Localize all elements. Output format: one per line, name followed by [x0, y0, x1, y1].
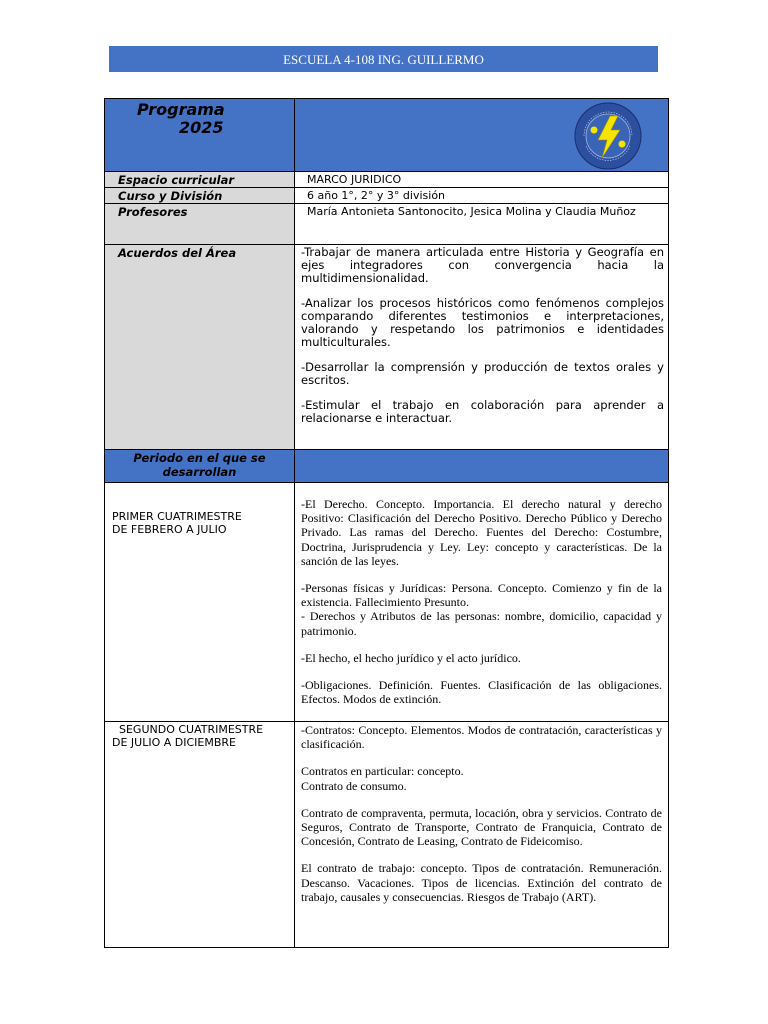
school-logo-icon: [574, 102, 642, 170]
curso-value-cell: [295, 188, 669, 204]
semestre1-item: -Personas físicas y Jurídicas: Persona. Concepto. Comienzo y fin de la existencia. Fallecimiento Presunto.: [301, 581, 662, 610]
semestre2-item: Contrato de compraventa, permuta, locación, obra y servicios. Contrato de Seguros, Contrato de Transporte, Contrato de Franquicia, Contrato de Concesión, Contrato de Leasing, Contrato de Fideicomiso.: [301, 805, 662, 849]
semestre2-content: [295, 722, 668, 914]
acuerdos-item: -Trabajar de manera articulada entre Historia y Geografía en ejes integradores con convergencia hacia la multidimensionalidad.: [301, 245, 664, 285]
semestre1-content-cell: [295, 483, 669, 722]
profesores-row: [105, 204, 669, 245]
semestre2-item: Contrato de consumo.: [301, 778, 407, 793]
program-title-text: Programa: [137, 100, 225, 119]
program-header-row: [105, 99, 669, 172]
semestre2-row: [105, 722, 669, 948]
curso-label-cell: [105, 188, 295, 204]
semestre1-content: [295, 483, 668, 714]
espacio-value: MARCO JURIDICO: [307, 173, 402, 186]
logo-cell: [295, 99, 669, 172]
espacio-row: [105, 172, 669, 188]
acuerdos-content-cell: [295, 245, 669, 450]
acuerdos-list: [295, 245, 668, 425]
profesores-label: Profesores: [118, 205, 188, 219]
periodo-row: [105, 450, 669, 483]
semestre1-row: [105, 483, 669, 722]
semestre1-line1: PRIMER CUATRIMESTRE: [112, 510, 242, 523]
acuerdos-row: [105, 245, 669, 450]
semestre1-label-cell: [105, 483, 295, 722]
semestre2-line1: SEGUNDO CUATRIMESTRE: [112, 723, 264, 736]
semestre1-label: [105, 483, 294, 536]
acuerdos-label: Acuerdos del Área: [118, 246, 237, 260]
semestre2-item: El contrato de trabajo: concepto. Tipos de contratación. Remuneración. Descanso. Vacaciones. Tipos de licencias. Extinción del contrato de trabajo, causales y consecuencias. Riesgos de Trabajo (ART).: [301, 861, 662, 904]
espacio-label: Espacio curricular: [118, 173, 235, 187]
curso-value: 6 año 1°, 2° y 3° división: [307, 189, 446, 202]
profesores-label-cell: [105, 204, 295, 245]
program-year: 2025: [179, 118, 224, 137]
program-title-cell: [105, 99, 295, 172]
semestre2-label-cell: [105, 722, 295, 948]
curso-label: Curso y División: [118, 189, 223, 203]
school-banner: ESCUELA 4-108 ING. GUILLERMO: [109, 46, 658, 72]
acuerdos-item: -Analizar los procesos históricos como fenómenos complejos comparando diferentes testimonios e interpretaciones, valorando y respetando los patrimonios e identidades multiculturales.: [301, 296, 664, 349]
periodo-label-cell: [105, 450, 295, 483]
semestre2-item: -Contratos: Concepto. Elementos. Modos de contratación, características y clasificación.: [301, 723, 662, 752]
program-table: [104, 98, 669, 948]
acuerdos-label-cell: [105, 245, 295, 450]
semestre1-item: -Obligaciones. Definición. Fuentes. Clasificación de las obligaciones. Efectos. Modos de extinción.: [301, 678, 662, 707]
espacio-value-cell: [295, 172, 669, 188]
acuerdos-item: -Desarrollar la comprensión y producción de textos orales y escritos.: [301, 360, 664, 387]
profesores-value: María Antonieta Santonocito, Jesica Molina y Claudia Muñoz: [307, 205, 636, 218]
curso-row: [105, 188, 669, 204]
program-title: [105, 99, 294, 137]
acuerdos-item: -Estimular el trabajo en colaboración para aprender a relacionarse e interactuar.: [301, 398, 664, 425]
semestre1-item: - Derechos y Atributos de las personas: nombre, domicilio, capacidad y patrimonio.: [301, 609, 662, 638]
semestre1-item: -El hecho, el hecho jurídico y el acto jurídico.: [301, 650, 521, 665]
semestre2-line2: DE JULIO A DICIEMBRE: [112, 736, 236, 749]
semestre2-label: [105, 722, 294, 749]
profesores-value-cell: [295, 204, 669, 245]
semestre1-line2: DE FEBRERO A JULIO: [112, 523, 227, 536]
periodo-label: Periodo en el que se desarrollan: [133, 451, 266, 479]
semestre2-item: Contratos en particular: concepto.: [301, 764, 464, 779]
periodo-blank-cell: [295, 450, 669, 483]
espacio-label-cell: [105, 172, 295, 188]
semestre2-content-cell: [295, 722, 669, 948]
semestre1-item: -El Derecho. Concepto. Importancia. El derecho natural y derecho Positivo: Clasificación del Derecho Positivo. Derecho Público y Derecho Privado. Las ramas del Derecho. Fuentes del Derecho: Costumbre, Doctrina, Jurisprudencia y Ley. Ley: concepto y características. De la sanción de las leyes.: [301, 497, 662, 568]
